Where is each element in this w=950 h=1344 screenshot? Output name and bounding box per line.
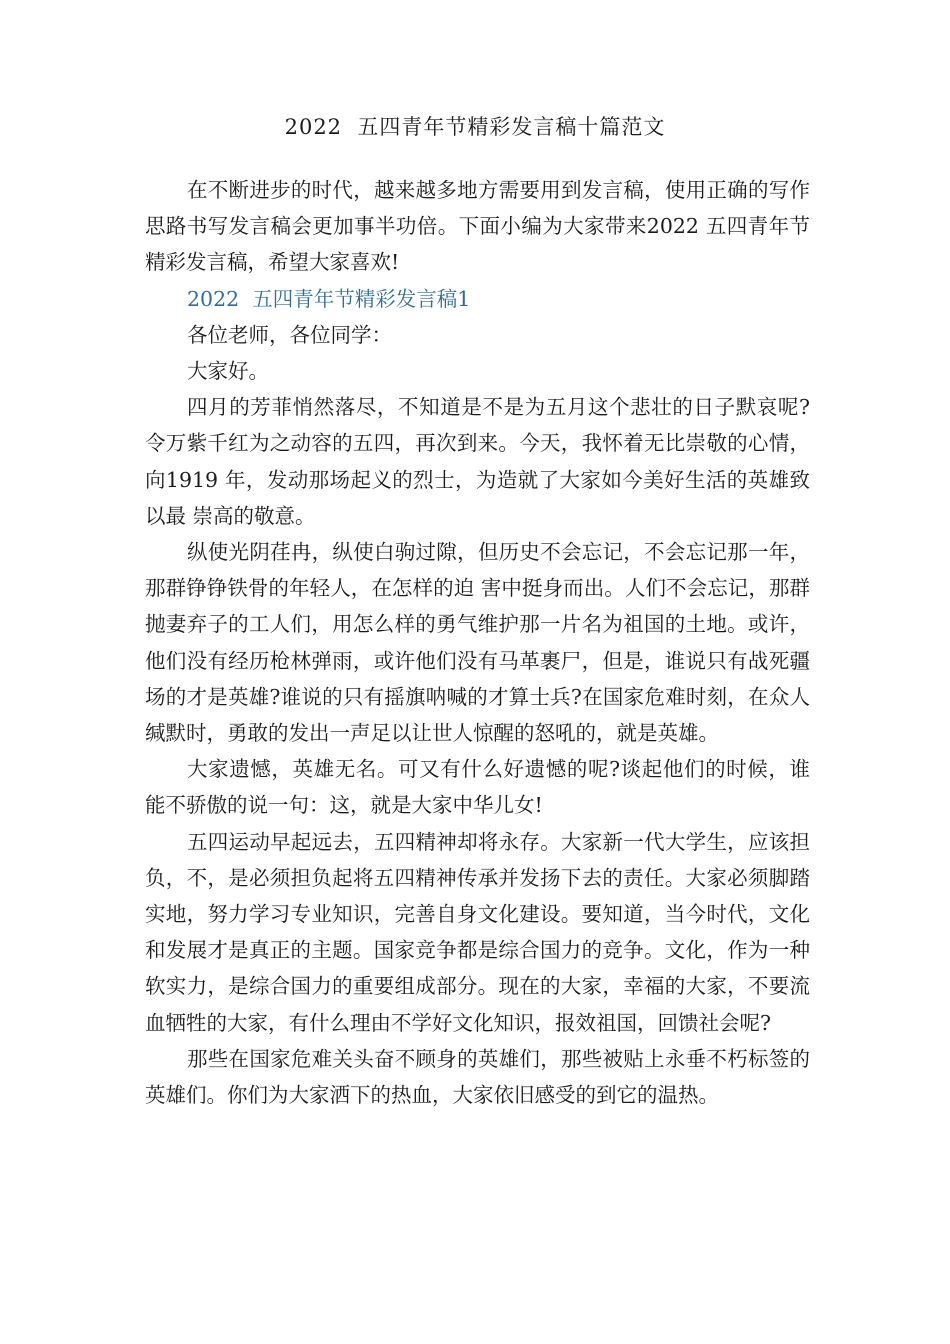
document-title: 2022 五四青年节精彩发言稿十篇范文 [284, 115, 666, 139]
document-body [145, 172, 810, 1113]
body-paragraph: 大家遗憾，英雄无名。可又有什么好遗憾的呢?谈起他们的时候，谁能不骄傲的说一句：这，就是大家中华儿女! [145, 757, 810, 818]
body-paragraph: 纵使光阴荏冉，纵使白驹过隙，但历史不会忘记，不会忘记那一年，那群铮铮铁骨的年轻人，在怎样的迫 害中挺身而出。人们不会忘记，那群抛妻弃子的工人们，用怎么样的勇气维护那一片名为祖国的土地。或许，他们没有经历枪林弹雨，或许他们没有马革裹尸，但是，谁说只有战死疆场的才是英雄?谁说的只有摇旗呐喊的才算士兵?在国家危难时刻，在众人缄默时，勇敢的发出一声足以让世人惊醒的怒吼的，就是英雄。 [145, 540, 810, 746]
salutation-line: 各位老师，各位同学： [187, 322, 392, 347]
body-paragraph: 四月的芳菲悄然落尽，不知道是不是为五月这个悲壮的日子默哀呢?令万紫千红为之动容的五四，再次到来。今天，我怀着无比崇敬的心情，向1919 年，发动那场起义的烈士，为造就了大家如今美好生活的英雄致以最 崇高的敬意。 [145, 395, 810, 528]
greeting-line: 大家好。 [187, 359, 269, 384]
section-heading: 2022 五四青年节精彩发言稿1 [187, 286, 471, 311]
body-paragraph: 那些在国家危难关头奋不顾身的英雄们，那些被贴上永垂不朽标签的英雄们。你们为大家洒下的热血，大家依旧感受的到它的温热。 [145, 1046, 810, 1108]
intro-paragraph: 在不断进步的时代，越来越多地方需要用到发言稿，使用正确的写作思路书写发言稿会更加事半功倍。下面小编为大家带来2022 五四青年节精彩发言稿，希望大家喜欢! [145, 178, 810, 275]
body-paragraph: 五四运动早起远去，五四精神却将永存。大家新一代大学生，应该担负，不，是必须担负起将五四精神传承并发扬下去的责任。大家必须脚踏实地，努力学习专业知识，完善自身文化建设。要知道，当今时代，文化和发展才是真正的主题。国家竞争都是综合国力的竞争。文化，作为一种软实力，是综合国力的重要组成部分。现在的大家，幸福的大家，不要流血牺牲的大家，有什么理由不学好文化知识，报效祖国，回馈社会呢? [145, 829, 810, 1035]
